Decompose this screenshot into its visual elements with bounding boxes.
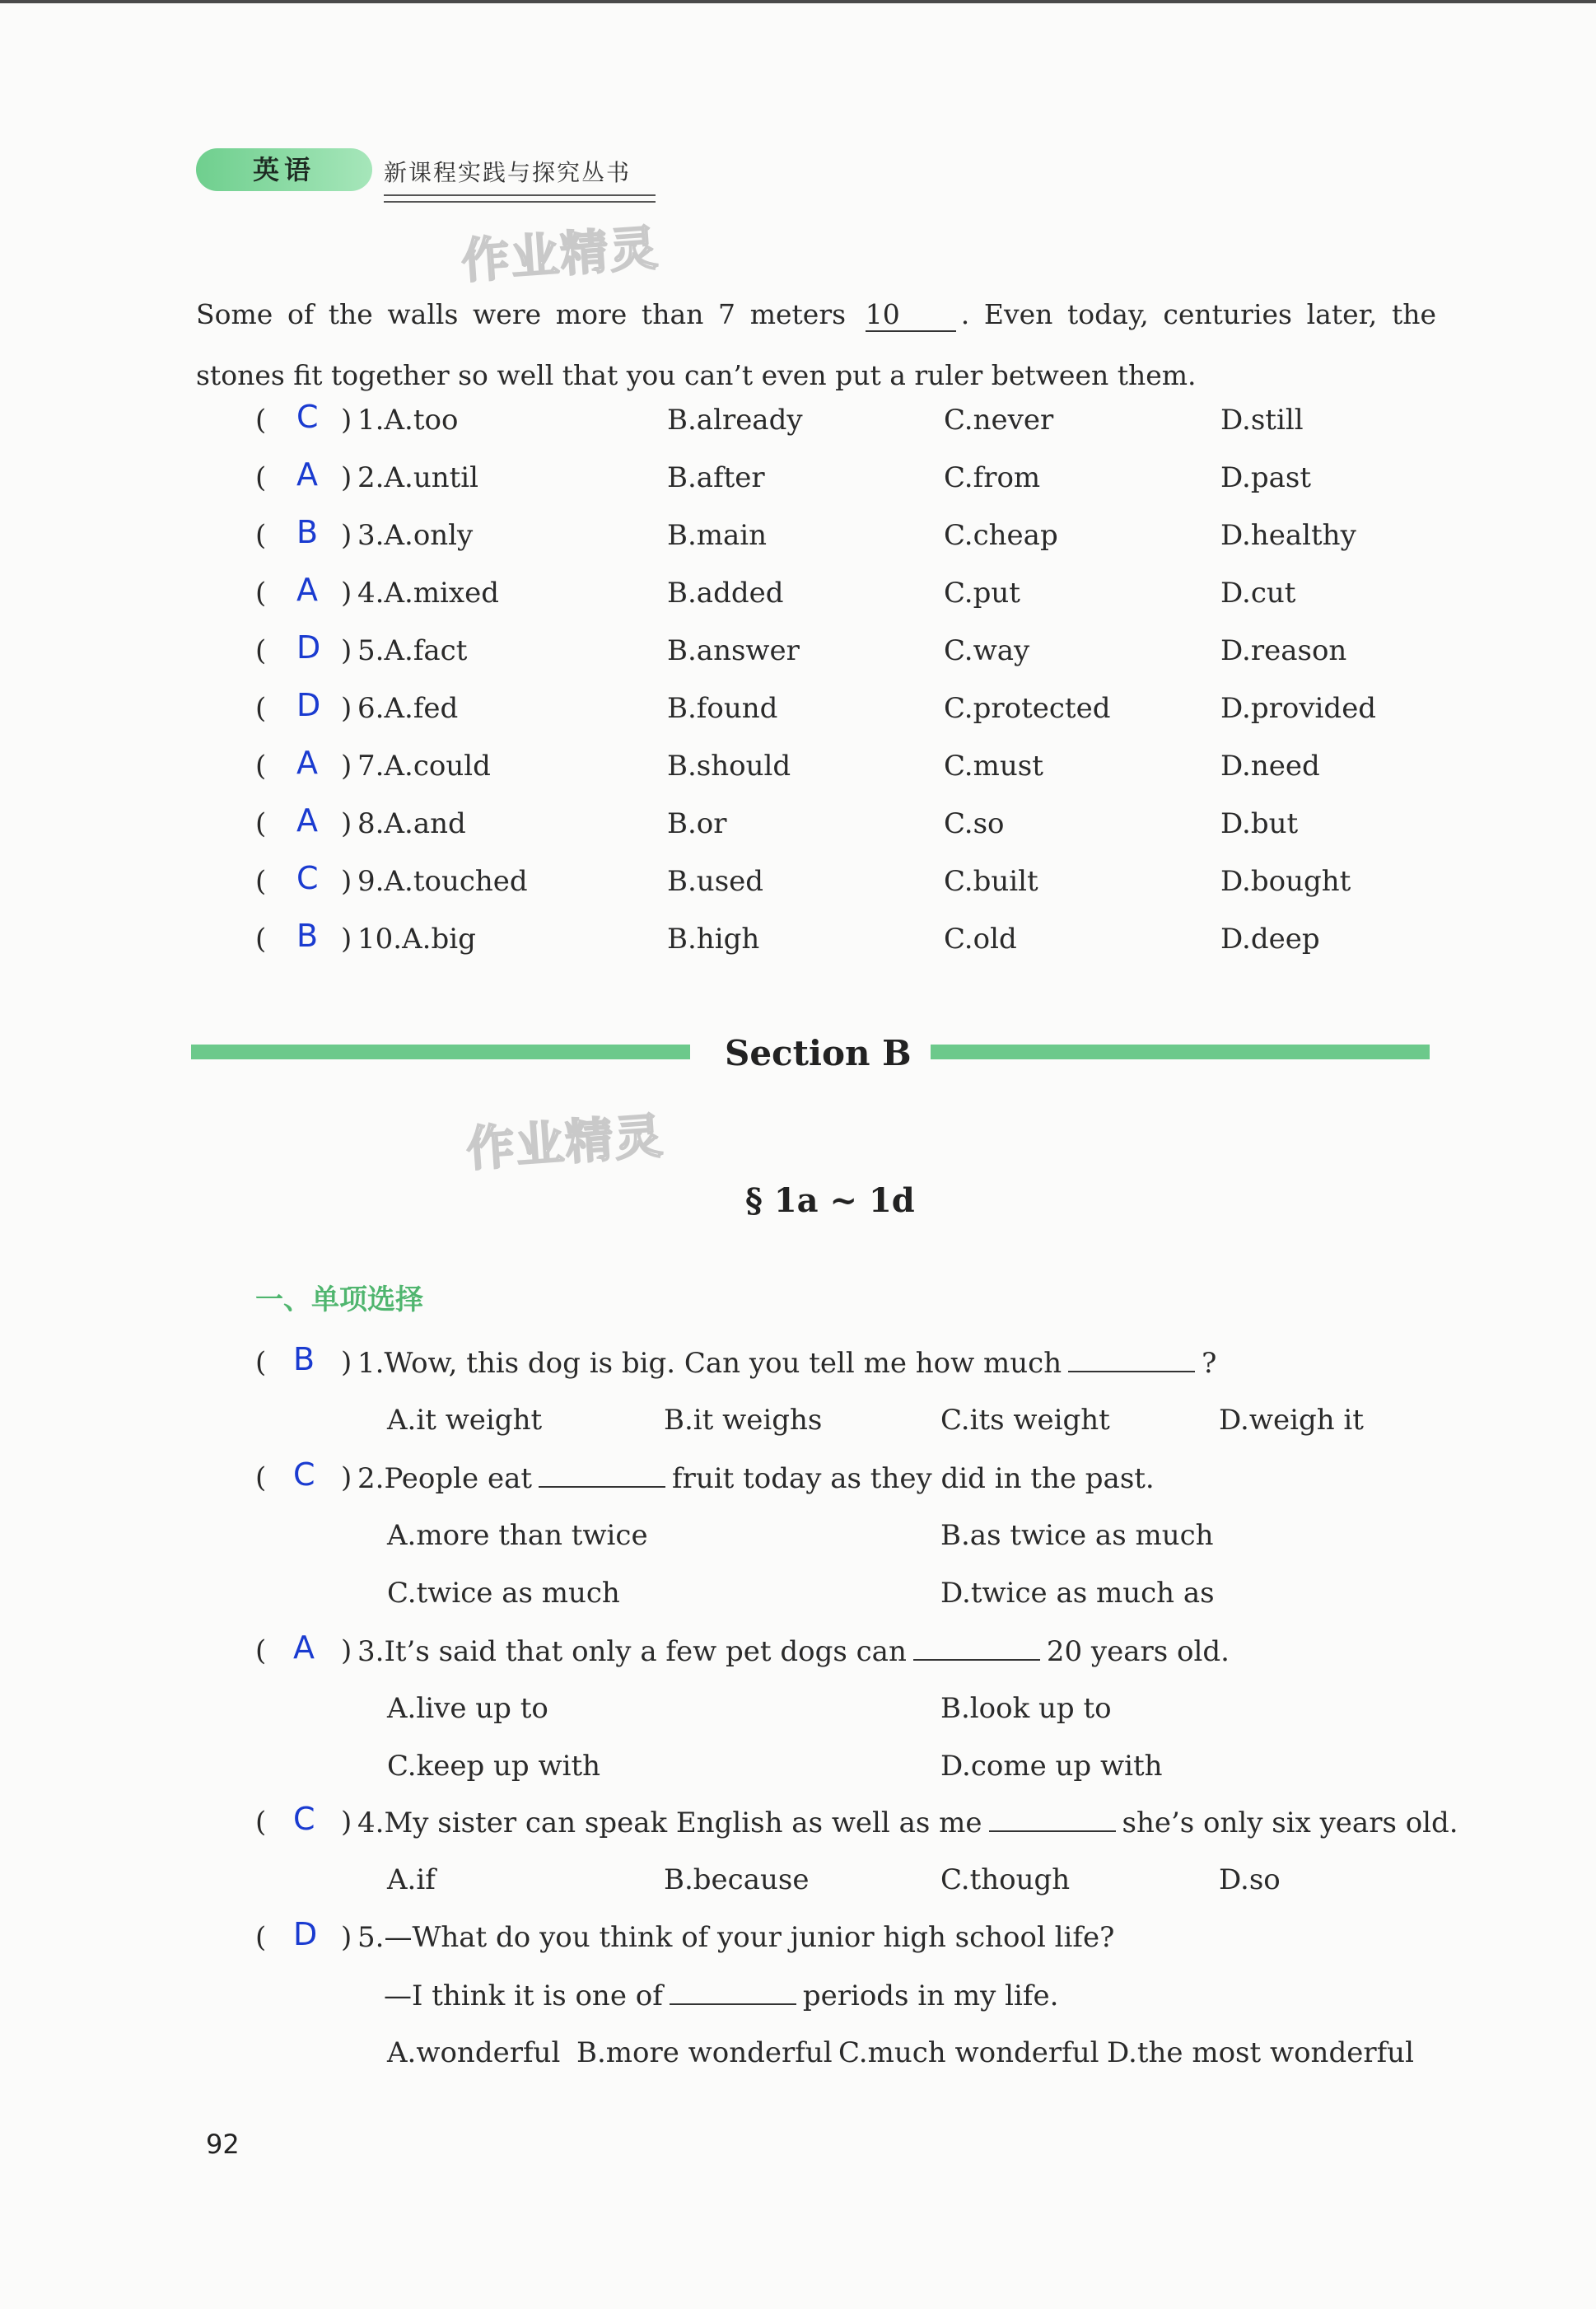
option: C.twice as much: [387, 1577, 620, 1610]
option: A.wonderful: [387, 2036, 561, 2069]
option: C.though: [940, 1863, 1071, 1896]
option: A.live up to: [387, 1692, 548, 1725]
question: ( D ) 5.—What do you think of your junior high school life?: [255, 1916, 1115, 1954]
option: D.weigh it: [1219, 1404, 1364, 1437]
answer-mark: B: [296, 514, 319, 550]
answer-mark: B: [296, 918, 319, 954]
section-bar-right: [931, 1045, 1430, 1059]
passage-text: [196, 284, 1436, 406]
option: A.it weight: [387, 1404, 543, 1437]
cloze-row: ( B ) 10.A.big B.high C.old D.deep: [255, 918, 1320, 956]
option: A.if: [387, 1863, 436, 1896]
header-rule: [384, 201, 656, 203]
header-rule: [384, 194, 656, 196]
passage-before: Some of the walls were more than 7 meters: [196, 298, 847, 330]
answer-blank: [913, 1634, 1040, 1661]
passage-after: . Even today, centuries later, the stones fit together so well that you can’t even put a ruler between them.: [196, 298, 1436, 391]
series-title: 新课程实践与探究丛书: [384, 159, 632, 186]
answer-blank: [670, 1979, 796, 2005]
answer-blank: [1068, 1346, 1195, 1372]
cloze-row: ( A ) 2.A.until B.after C.from D.past: [255, 456, 1312, 494]
answer-mark: A: [293, 1629, 315, 1666]
answer-mark: C: [293, 1456, 315, 1493]
answer-mark: A: [296, 745, 318, 781]
cloze-row: ( D ) 6.A.fed B.found C.protected D.provided: [255, 687, 1377, 725]
top-border: [0, 0, 1596, 3]
subject-label: 英语: [196, 148, 372, 191]
cloze-row: ( A ) 4.A.mixed B.added C.put D.cut: [255, 572, 1296, 610]
option: C.much wonderful: [838, 2036, 1099, 2069]
cloze-row: ( D ) 5.A.fact B.answer C.way D.reason: [255, 629, 1347, 667]
answer-mark: C: [296, 399, 319, 435]
answer-mark: C: [296, 860, 319, 896]
cloze-row: ( C ) 1.A.too B.already C.never D.still: [255, 399, 1304, 437]
option: C.its weight: [940, 1404, 1110, 1437]
option: C.keep up with: [387, 1750, 601, 1783]
answer-mark: A: [296, 456, 318, 493]
answer-mark: D: [293, 1916, 318, 1952]
page-number: 92: [206, 2129, 240, 2160]
option: D.so: [1219, 1863, 1281, 1896]
option: B.as twice as much: [940, 1519, 1214, 1552]
question: ( C ) 2.People eat fruit today as they did in the past.: [255, 1456, 1155, 1495]
option: B.more wonderful: [576, 2036, 833, 2069]
option: D.the most wonderful: [1107, 2036, 1414, 2069]
section-bar-left: [191, 1045, 690, 1059]
question: ( A ) 3.It’s said that only a few pet dogs can 20 years old.: [255, 1629, 1230, 1668]
answer-mark: B: [293, 1341, 315, 1377]
answer-mark: C: [293, 1801, 315, 1837]
cloze-row: ( A ) 8.A.and B.or C.so D.but: [255, 802, 1299, 840]
question: ( B ) 1.Wow, this dog is big. Can you tell me how much ?: [255, 1341, 1217, 1380]
option: D.come up with: [940, 1750, 1163, 1783]
section-title: Section B: [725, 1033, 912, 1073]
option: B.because: [664, 1863, 810, 1896]
answer-mark: D: [296, 629, 321, 666]
part-title: 一、单项选择: [255, 1283, 423, 1316]
answer-mark: A: [296, 572, 318, 608]
question: ( C ) 4.My sister can speak English as well as me she’s only six years old.: [255, 1801, 1458, 1839]
option: A.more than twice: [387, 1519, 648, 1552]
watermark: 作业精灵: [460, 219, 661, 290]
cloze-row: ( C ) 9.A.touched B.used C.built D.bought: [255, 860, 1351, 898]
option: D.twice as much as: [940, 1577, 1215, 1610]
answer-blank: [539, 1461, 665, 1488]
answer-mark: D: [296, 687, 321, 723]
watermark: 作业精灵: [464, 1107, 666, 1178]
cloze-row: ( B ) 3.A.only B.main C.cheap D.healthy: [255, 514, 1356, 552]
section-subtitle: § 1a ~ 1d: [745, 1181, 915, 1220]
option: B.look up to: [940, 1692, 1112, 1725]
option: B.it weighs: [664, 1404, 823, 1437]
passage-blank-number: 10: [866, 299, 956, 332]
answer-mark: A: [296, 802, 318, 839]
cloze-row: ( A ) 7.A.could B.should C.must D.need: [255, 745, 1320, 783]
dialogue-line: —I think it is one of periods in my life.: [384, 1979, 1059, 2012]
answer-blank: [989, 1806, 1116, 1832]
